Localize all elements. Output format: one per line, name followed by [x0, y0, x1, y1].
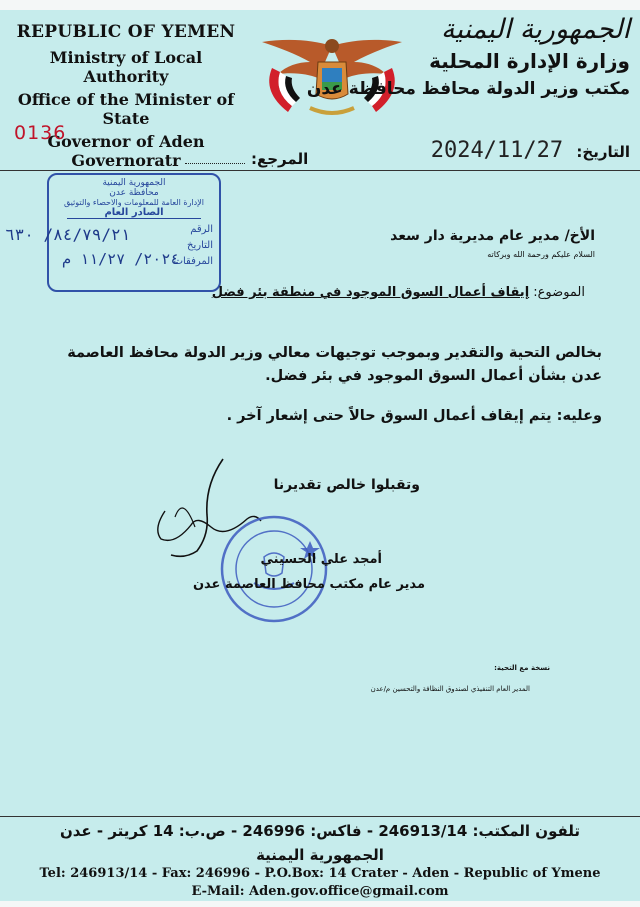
subject-label: الموضوع:	[533, 285, 585, 300]
footer-ar-contact: تلفون المكتب: 246913/14 - فاكس: 246996 - ص.ب: 14 كريتر - عدن	[59, 822, 581, 840]
stamp-date-label: التاريخ	[187, 240, 213, 251]
header-en-line3: Office of the Minister of State	[17, 90, 235, 128]
header-en-line1: REPUBLIC OF YEMEN	[16, 22, 236, 42]
header-en-line4: Governor of Aden Governoratr	[47, 132, 205, 170]
header-ar-line2: وزارة الإدارة المحلية	[429, 49, 630, 73]
official-round-seal-icon	[218, 513, 330, 625]
header-divider	[0, 170, 640, 171]
header-en-line2: Ministry of Local Authority	[49, 48, 203, 86]
bottom-margin	[0, 901, 640, 907]
reference-dots	[185, 163, 245, 164]
stamp-line4: الصادر العام	[67, 207, 201, 219]
body-line-3: وعليه: يتم إيقاف أعمال السوق حالاً حتى إشعار آخر .	[226, 408, 602, 424]
greeting: السلام عليكم ورحمة الله وبركاته	[487, 250, 595, 259]
stamp-number-label: الرقم	[190, 224, 213, 235]
stamp-handwritten-number: ٨٤/٧٩/٢١/ ٦٣٠	[5, 225, 131, 244]
serial-number: 0136	[14, 122, 67, 144]
date-value: 2024/11/27	[430, 138, 564, 163]
reference-row	[185, 150, 308, 168]
footer-en-email: E-Mail: Aden.gov.office@gmail.com	[191, 884, 449, 899]
stamp-handwritten-date: ٢٠٢٤/ ١١/٢٧ م	[62, 250, 180, 268]
header-arabic	[306, 14, 630, 99]
footer-divider	[0, 816, 640, 817]
stamp-line1: الجمهورية اليمنية	[102, 178, 166, 188]
header-ar-line3: مكتب وزير الدولة محافظ محافظة عدن	[306, 79, 630, 99]
stamp-line2: محافظة عدن	[109, 188, 159, 198]
header-ar-line1: الجمهورية اليمنية	[440, 14, 630, 45]
signer-title: مدير عام مكتب محافظ العاصمة عدن	[192, 577, 425, 592]
body-line-1: بخالص التحية والتقدير وبموجب توجيهات معالي وزير الدولة محافظ العاصمة	[67, 345, 602, 361]
closing: وتقبلوا خالص تقديرنا	[273, 477, 420, 493]
stamp-line3: الإدارة العامة للمعلومات والاحصاء والتوثيق	[63, 198, 205, 207]
date-label: التاريخ:	[576, 143, 630, 161]
subject-line	[212, 285, 585, 300]
cc-item: المدير العام التنفيذي لصندوق النظافة والتحسين م/عدن	[370, 685, 530, 693]
footer-en-contact: Tel: 246913/14 - Fax: 246996 - P.O.Box: 14 Crater - Aden - Republic of Ymene	[39, 866, 601, 881]
reference-label: المرجع:	[251, 150, 309, 168]
addressee: الأخ/ مدير عام مديرية دار سعد	[390, 228, 595, 244]
yemen-eagle-emblem-icon	[258, 32, 406, 124]
header-english	[6, 22, 246, 170]
stamp-attachments-label: المرفقات	[173, 256, 213, 267]
signer-name: أمجد علي الحسيني	[260, 552, 382, 567]
footer-ar-country: الجمهورية اليمنية	[256, 846, 384, 864]
cc-label: نسخة مع التحية:	[494, 664, 550, 672]
top-margin	[0, 0, 640, 10]
body-line-2: عدن بشأن أعمال السوق الموجود في بئر فضل.	[265, 368, 602, 384]
subject-text: إيقاف أعمال السوق الموجود في منطقة بئر فضل	[211, 285, 530, 300]
date-row	[431, 138, 630, 163]
